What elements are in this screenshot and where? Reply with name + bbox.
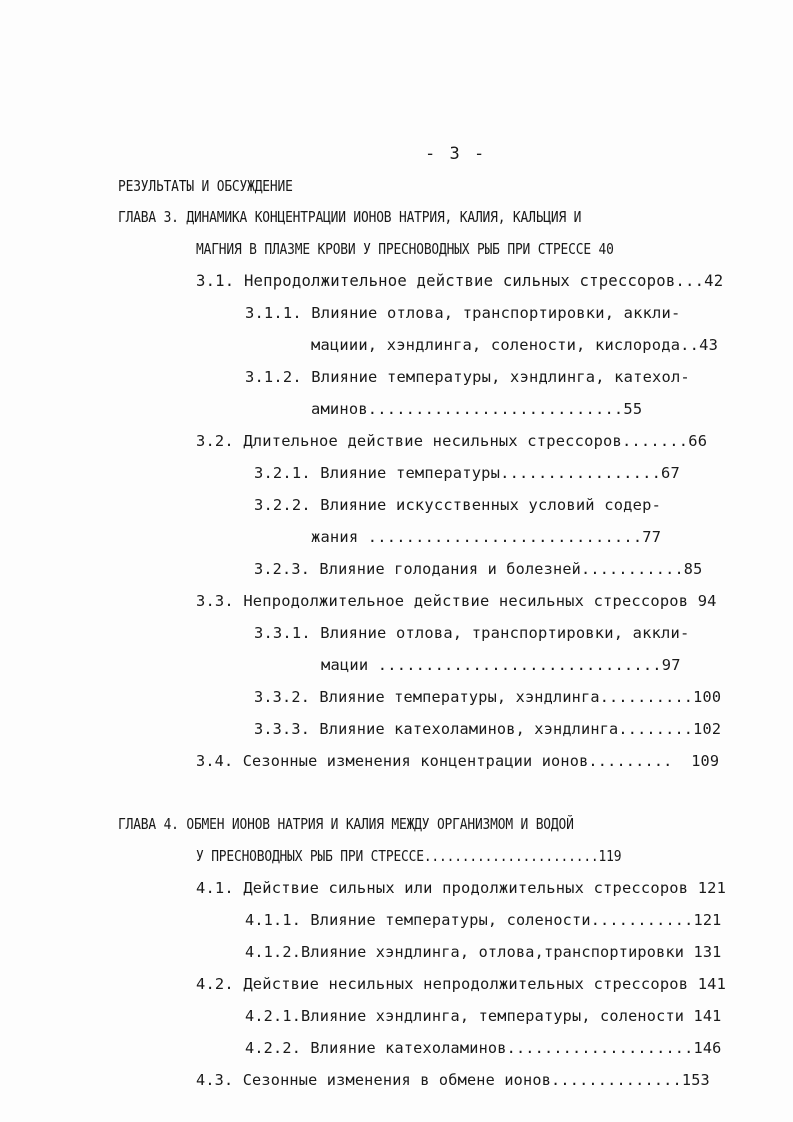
- toc-entry-3-1-1: 3.1.1. Влияние отлова, транспортировки, аккли-: [245, 304, 681, 322]
- toc-entry-3-3: 3.3. Непродолжительное действие несильных стрессоров 94: [196, 592, 717, 610]
- toc-entry-3-2-2-cont: жания .............................77: [311, 528, 662, 546]
- chapter3-title-line2: МАГНИЯ В ПЛАЗМЕ КРОВИ У ПРЕСНОВОДНЫХ РЫБ ПРИ СТРЕССЕ 40: [196, 240, 614, 258]
- toc-entry-3-3-3: 3.3.3. Влияние катехоламинов, хэндлинга........102: [254, 720, 722, 738]
- toc-entry-3-2-3: 3.2.3. Влияние голодания и болезней...........85: [254, 560, 703, 578]
- toc-entry-3-3-1-cont: мации ..............................97: [321, 656, 681, 674]
- toc-entry-3-4: 3.4. Сезонные изменения концентрации ионов......... 109: [196, 752, 720, 770]
- toc-entry-4-1: 4.1. Действие сильных или продолжительных стрессоров 121: [196, 879, 727, 897]
- toc-entry-3-1-1-cont: мациии, хэндлинга, солености, кислорода..43: [311, 336, 719, 354]
- toc-entry-3-2-2: 3.2.2. Влияние искусственных условий содер-: [254, 496, 662, 514]
- toc-entry-4-2: 4.2. Действие несильных непродолжительных стрессоров 141: [196, 975, 727, 993]
- toc-entry-3-3-2: 3.3.2. Влияние температуры, хэндлинга..........100: [254, 688, 722, 706]
- toc-entry-3-1: 3.1. Непродолжительное действие сильных стрессоров...42: [196, 272, 724, 290]
- page-number: - 3 -: [425, 144, 487, 164]
- toc-entry-4-1-1: 4.1.1. Влияние температуры, солености...........121: [245, 911, 722, 929]
- toc-entry-4-1-2: 4.1.2.Влияние хэндлинга, отлова,транспортировки 131: [245, 943, 722, 961]
- toc-entry-4-2-1: 4.2.1.Влияние хэндлинга, температуры, солености 141: [245, 1007, 722, 1025]
- chapter3-title-line1: ГЛАВА 3. ДИНАМИКА КОНЦЕНТРАЦИИ ИОНОВ НАТРИЯ, КАЛИЯ, КАЛЬЦИЯ И: [118, 208, 582, 226]
- toc-entry-4-2-2: 4.2.2. Влияние катехоламинов....................146: [245, 1039, 722, 1057]
- toc-entry-3-1-2: 3.1.2. Влияние температуры, хэндлинга, катехол-: [245, 368, 690, 386]
- chapter4-title-line1: ГЛАВА 4. ОБМЕН ИОНОВ НАТРИЯ И КАЛИЯ МЕЖДУ ОРГАНИЗМОМ И ВОДОЙ: [118, 815, 574, 833]
- toc-entry-3-2: 3.2. Длительное действие несильных стрессоров.......66: [196, 432, 708, 450]
- chapter4-title-line2: У ПРЕСНОВОДНЫХ РЫБ ПРИ СТРЕССЕ.......................119: [196, 847, 622, 865]
- toc-entry-3-2-1: 3.2.1. Влияние температуры.................67: [254, 464, 680, 482]
- section-heading: РЕЗУЛЬТАТЫ И ОБСУЖДЕНИЕ: [118, 177, 293, 195]
- toc-entry-3-3-1: 3.3.1. Влияние отлова, транспортировки, аккли-: [254, 624, 690, 642]
- toc-entry-4-3: 4.3. Сезонные изменения в обмене ионов..............153: [196, 1071, 710, 1089]
- toc-entry-3-1-2-cont: аминов...........................55: [311, 400, 643, 418]
